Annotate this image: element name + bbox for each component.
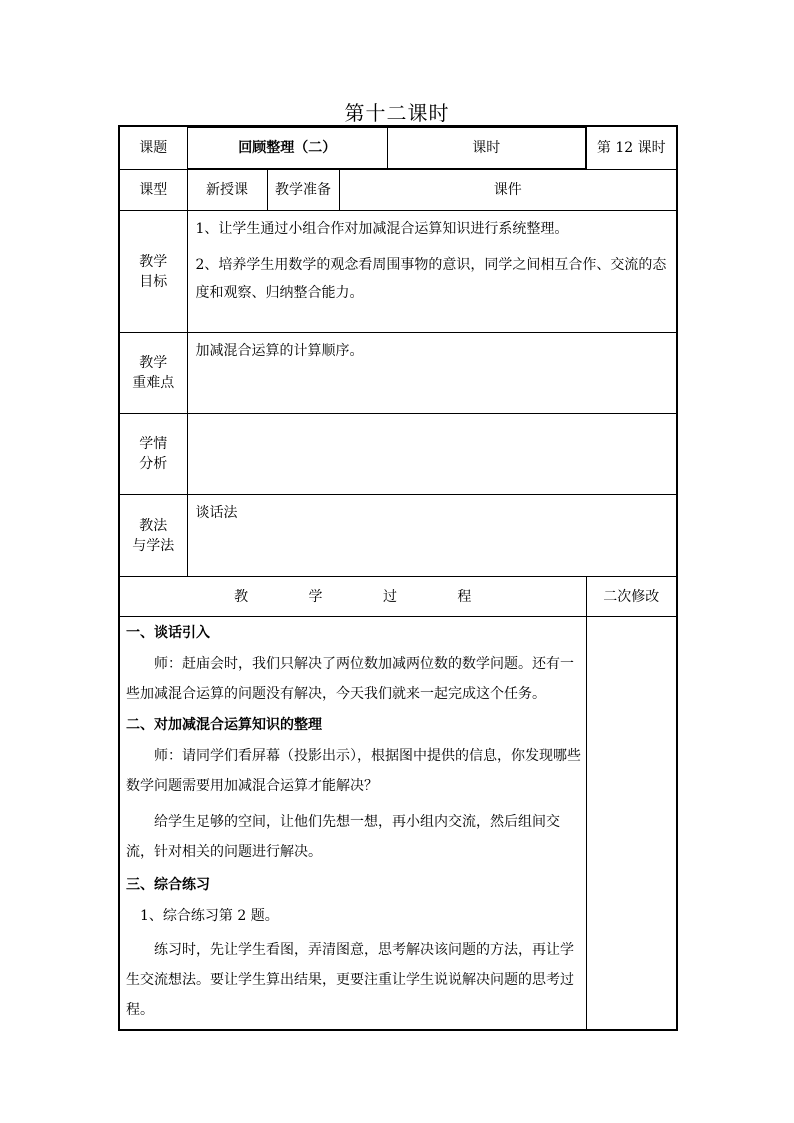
difficulty-label-line1: 教学 [139, 355, 168, 371]
revision-header: 二次修改 [586, 577, 677, 617]
revision-content [586, 617, 677, 1031]
prep-label: 教学准备 [267, 170, 339, 211]
methods-label [119, 495, 187, 577]
goal-item: 1、让学生通过小组合作对加减混合运算知识进行系统整理。 [195, 221, 569, 237]
process-header-text: 教 学 过 程 [234, 588, 500, 605]
section-paragraph: 师：赶庙会时，我们只解决了两位数加减两位数的数学问题。还有一些加减混合运算的问题没有解决，今天我们就来一起完成这个任务。 [126, 656, 574, 702]
type-value: 新授课 [187, 170, 267, 211]
prep-value: 课件 [339, 170, 677, 211]
lesson-plan-table [118, 125, 678, 1031]
difficulty-label [119, 333, 187, 414]
process-content [119, 617, 586, 1031]
hours-value: 第 12 课时 [586, 126, 677, 170]
topic-value: 回顾整理（二） [188, 128, 388, 169]
topic-label: 课题 [119, 126, 187, 170]
page-title: 第十二课时 [344, 101, 450, 125]
section-paragraph: 师：请同学们看屏幕（投影出示），根据图中提供的信息，你发现哪些数学问题需要用加减混合运算才能解决？ [126, 748, 581, 794]
methods-content: 谈话法 [187, 495, 677, 577]
analysis-content [187, 414, 677, 495]
goals-label-line2: 目标 [139, 273, 168, 290]
methods-label-line1: 教法 [139, 517, 168, 534]
process-header [119, 577, 586, 617]
methods-label-line2: 与学法 [132, 537, 175, 554]
goals-label-line1: 教学 [139, 253, 168, 270]
difficulty-content: 加减混合运算的计算顺序。 [187, 333, 677, 414]
section-item: 1、综合练习第 2 题。 [140, 908, 279, 924]
goals-label [119, 211, 187, 333]
type-label: 课型 [119, 170, 187, 211]
section-paragraph: 练习时，先让学生看图，弄清图意，思考解决该问题的方法，再让学生交流想法。要让学生算出结果，更要注重让学生说说解决问题的思考过程。 [126, 942, 574, 1018]
goal-item: 2、培养学生用数学的观念看周围事物的意识，同学之间相互合作、交流的态度和观察、归纳整合能力。 [195, 257, 667, 301]
difficulty-label-line2: 重难点 [132, 375, 175, 391]
section-paragraph: 给学生足够的空间，让他们先想一想，再小组内交流，然后组间交流，针对相关的问题进行解决。 [126, 814, 560, 860]
hours-label: 课时 [388, 128, 586, 169]
section-heading: 二、对加减混合运算知识的整理 [126, 717, 322, 733]
section-heading: 一、谈话引入 [126, 625, 210, 641]
analysis-label-line2: 分析 [139, 456, 168, 472]
analysis-label-line1: 学情 [139, 436, 168, 452]
goals-content [187, 211, 677, 333]
section-heading: 三、综合练习 [126, 877, 210, 893]
analysis-label [119, 414, 187, 495]
